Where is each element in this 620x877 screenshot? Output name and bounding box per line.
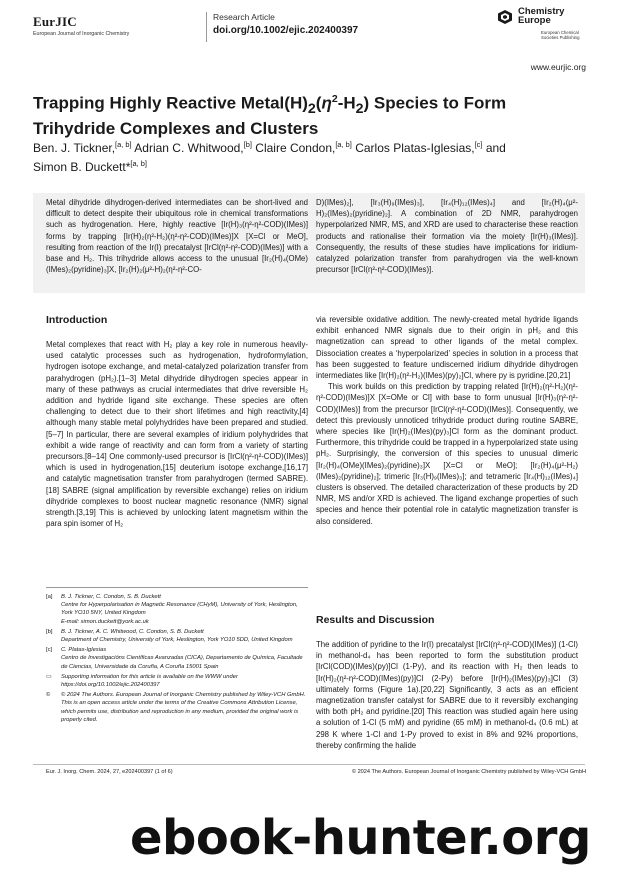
doi-link[interactable]: doi.org/10.1002/ejic.202400397	[213, 25, 359, 36]
title-line2: Trihydride Complexes and Clusters	[33, 119, 319, 139]
title-suffix: ) Species to Form	[363, 93, 507, 113]
footer-divider	[33, 764, 585, 765]
author-affiliation: [a, b]	[115, 140, 132, 149]
footnote-authors: C. Platas-Iglesias	[61, 647, 107, 654]
publisher-sub-line1: European Chemical	[541, 30, 579, 35]
publisher-name-line1: Chemistry	[518, 6, 565, 17]
footnote-authors: B. J. Tickner, C. Condon, S. B. Duckett	[61, 594, 161, 600]
title-sub-2: 2	[307, 101, 316, 118]
footnote-key: [b]	[46, 628, 53, 635]
article-type: Research Article	[213, 12, 275, 22]
footnote-institution: Department of Chemistry, University of York, Heslington, York YO10 5DD, United Kingdom	[61, 637, 293, 644]
publisher-subtitle	[541, 30, 579, 40]
footnote-institution: Centro de Investigacións Científicas Avanzadas (CICA), Departamento de Química, Facultade de Ciencias, Universidade da Coruña, A Coruña 15001 Spain	[61, 655, 303, 670]
intro-paragraph: This work builds on this prediction by trapping related [Ir(H)₂(η²-H₂)(η²-η²-COD)(IMes)]X [X=OMe or Cl] with base to form unusual [Ir(H)₃(η²-η²-COD)(IMes)] from the precursor [IrCl(η²-η²-COD)(IMes)]. Consequently, we detect this previously unnoticed trihydride product during routine SABRE, where species like [Ir(H)₂(IMes)(py)₃]Cl form as the dominant product. Furthermore, this trihydride could be trapped in a hyperpolarized state using pH₂. Surprisingly, the conversion of this species to unusual dimeric [Ir₂(H)₄(OMe)(IMes)₂(pyridine)₃]X [X=Cl or MeO]; [Ir₂(H)₄(μ²-H₂)(IMes)₂(pyridine)₂]; trimeric [Ir₃(H)₉(IMes)₃]; and tetrameric [Ir₄(H)₁₂(IMes)₄] clusters is observed. The detailed characterization of these products by 2D NMR, MS and/or XRD is achieved. The ligand exchange properties of such species and hence their potential role in catalytic magnetization transfer is also considered.	[316, 382, 578, 526]
publisher-name	[518, 7, 564, 25]
author-name: Claire Condon,	[255, 141, 336, 155]
results-heading: Results and Discussion	[316, 614, 435, 626]
author-affiliation: [b]	[243, 140, 252, 149]
footnote-divider	[46, 587, 308, 588]
footnote-a	[46, 593, 308, 626]
author-affiliation: [a, b]	[130, 159, 147, 168]
author-name: Simon B. Duckett*	[33, 160, 131, 174]
watermark-text: ebook-hunter.org	[130, 810, 591, 866]
journal-website-link[interactable]: www.eurjic.org	[530, 62, 586, 72]
footnote-institution: Centre for Hyperpolarisation in Magnetic Resonance (CHyM), University of York, Heslington, York YO10 5NY, United Kingdom	[61, 602, 298, 617]
author-affiliation: [c]	[474, 140, 483, 149]
author-name: Adrian C. Whitwood,	[134, 141, 244, 155]
affiliation-footnotes	[46, 593, 308, 726]
title-eta-sup: 2	[331, 93, 338, 105]
author-list	[33, 137, 593, 175]
footnote-authors: B. J. Tickner, A. C. Whitwood, C. Condon, S. B. Duckett	[61, 628, 204, 635]
copyright-icon: ©	[46, 692, 51, 699]
publisher-sub-line2: Societies Publishing	[541, 35, 580, 40]
footnote-b	[46, 628, 308, 644]
author-affiliation: [a, b]	[335, 140, 352, 149]
results-paragraph: The addition of pyridine to the Ir(I) precatalyst [IrCl(η²-η²-COD)(IMes)] (1-Cl) in methanol-d₄ has been reported to form the substitution product [IrCl(COD)(IMes)(py)]Cl (1-Py), and its reaction with H₂ then leads to [Ir(H)₂(η²-η²-COD)(IMes)(py)]Cl (2-Py) before [Ir(H)₂(IMes)(py)₃]Cl (3) ultimately forms (Figure 1a).[20,22] Significantly, 3 acts as an efficient magnetization transfer catalyst for SABRE due to it reversibly exchanging with both pH₂ and pyridine.[20] This reaction was studied again here using a solution of 1-Cl (5 mM) and pyridine (65 mM) in methanol-d₄ (0.6 mL) at 298 K where 1-Cl and 1-Py proved to exist in 8% and 92% proportions, thereby confirming the halide	[316, 640, 578, 750]
intro-paragraph: Metal complexes that react with H₂ play a key role in numerous heavily-used catalytic processes such as hydrogenation, hydroformylation, hydrogen isotope exchange, and metal-catalyzed polarization transfer from parahydrogen (pH₂).[1–3] Metal dihydride dihydrogen species appear in many of these pathways as crucial intermediates that drive reversible H₂ addition and hydride ligand site exchange. These species are often challenging to detect due to their short lifetimes and high reactivity,[4] although many stable metal polyhydrides have been prepared and studied.[5–7] In particular, there are several examples of iridium polyhydrides that exhibit a wide range of reactivity and can form from a variety of starting precursors.[8–14] One commonly-used precursor is [IrCl(η²-η²-COD)(IMes)] which is used in hydrogenation,[15] deuterium isotope exchange,[16,17] and catalytic magnetisation transfer from parahydrogen (termed SABRE).[18] SABRE (signal amplification by reversible exchange) relies on iridium dihydride complexes to boost nuclear magnetic resonance (NMR) signal strength.[3,19] This is achieved by unlocking latent magnetism within the para spin isomer of H₂	[46, 340, 308, 529]
title-paren: (	[315, 93, 322, 113]
journal-full-name: European Journal of Inorganic Chemistry	[33, 31, 130, 37]
title-prefix: Trapping Highly Reactive Metal(H)	[33, 93, 308, 113]
abstract-right-column: D)(IMes)₂], [Ir₃(H)₉(IMes)₃], [Ir₄(H)₁₂(IMes)₄] and [Ir₂(H)₄(μ²-H)₂(IMes)₂(pyridine)₂]. A combination of 2D NMR, parahydrogen hyperpolarized NMR, MS, and XRD are used to characterise these reaction products and rationalise their formation via the moiety [Ir(H)₃(IMes)]. Consequently, the results of these studies have implications for iridium-catalyzed polarization transfer from parahydrogen via the well-known precursor [IrCl(η²-η²-COD)(IMes)].	[316, 198, 578, 275]
article-title	[33, 90, 593, 138]
introduction-right-column	[316, 314, 578, 527]
author-name: Carlos Platas-Iglesias,	[355, 141, 475, 155]
footnote-email-link[interactable]: E-mail: simon.duckett@york.ac.uk	[61, 618, 149, 625]
chemistry-europe-logo-icon	[498, 10, 512, 24]
citation-footer: Eur. J. Inorg. Chem. 2024, 27, e202400397 (1 of 6)	[46, 769, 173, 775]
journal-abbreviation: EurJIC	[33, 14, 77, 29]
author-conjunction: and	[485, 141, 506, 155]
supporting-info-icon: ▭	[46, 673, 52, 680]
header-divider	[206, 12, 207, 42]
footnote-supporting-info	[46, 673, 308, 689]
footnote-c	[46, 646, 308, 671]
copyright-footer: © 2024 The Authors. European Journal of Inorganic Chemistry published by Wiley-VCH GmbH	[351, 769, 586, 775]
footnote-key: [c]	[46, 647, 53, 654]
supporting-info-link[interactable]: Supporting information for this article is available on the WWW under https://doi.org/10.1002/ejic.202400397	[61, 673, 238, 689]
license-text: © 2024 The Authors. European Journal of Inorganic Chemistry published by Wiley-VCH GmbH. This is an open access article under the terms of the Creative Commons Attribution License, which permits use, distribution and reproduction in any medium, provided the original work is properly cited.	[61, 692, 306, 723]
title-h2-sub: 2	[355, 101, 364, 118]
abstract-left-column: Metal dihydride dihydrogen-derived intermediates can be short-lived and difficult to detect despite their ubiquitous role in chemical transformations such as hydrogenation. Here, highly reactive [Ir(H)₃(η²-η²-COD)(IMes)] forms by trapping [Ir(H)₂(η²-H₂)(η²-η²-COD)(IMes)]X [X=Cl or MeO], resulting from reaction of the Ir(I) precatalyst [IrCl(η²-η²-COD)(IMes)] with a base and H₂. This trihydride allows access to the unusual [Ir₂(H)₄(OMe)(IMes)₂(pyridine)₃]X, [Ir₂(H)₂(μ²-H)₂(η²-η²-CO-	[46, 198, 308, 275]
intro-paragraph: via reversible oxidative addition. The newly-created metal hydride ligands exhibit enhanced NMR signals due to their origin in pH₂ and this magnetization can spread to other ligands of the metal complex. Dissociation creates a ‘hyperpolarized’ species in solution in a process that has been suggested to feature undiscerned iridium dihydride dihydrogen intermediates like [Ir(H)₂(η²-H₂)(IMes)(py)₂]Cl, where py is pyridine.[20,21]	[316, 315, 578, 381]
introduction-heading: Introduction	[46, 314, 108, 326]
author-name: Ben. J. Tickner,	[33, 141, 116, 155]
introduction-left-column	[46, 339, 308, 529]
title-eta: η	[321, 93, 332, 113]
title-h2: -H	[337, 93, 356, 113]
results-column	[316, 639, 578, 751]
footnote-key: [a]	[46, 594, 53, 600]
footnote-license	[46, 691, 308, 724]
publisher-name-line2: Europe	[518, 15, 551, 26]
